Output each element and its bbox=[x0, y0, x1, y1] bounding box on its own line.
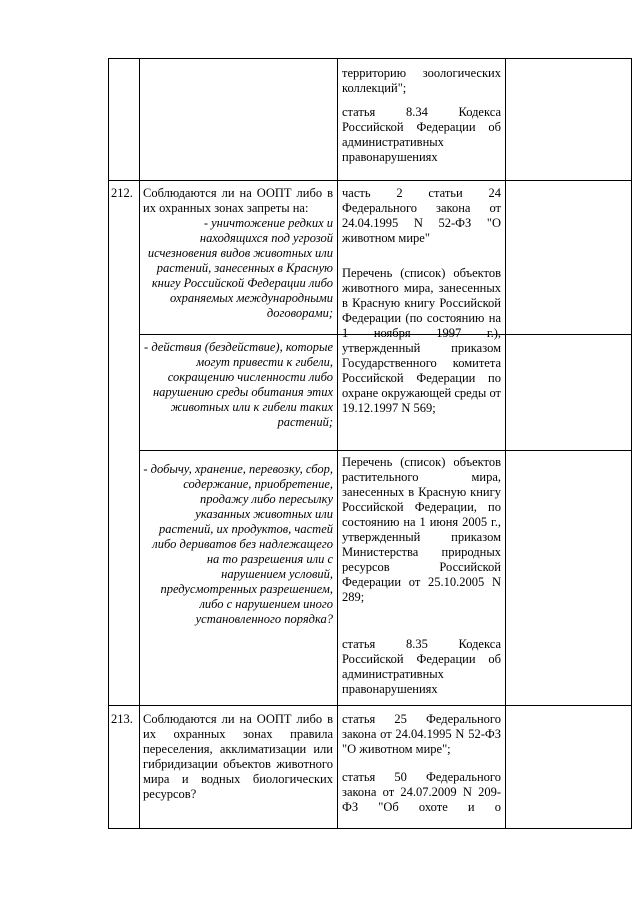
table-border-top bbox=[108, 58, 631, 59]
question-intro: Соблюдаются ли на ООПТ либо в их охранных зонах запреты на: bbox=[143, 186, 333, 215]
law-reference: часть 2 статьи 24 Федерального закона от 24.04.1995 N 52-ФЗ "О животном мире" bbox=[342, 186, 501, 245]
question-item: - действия (бездействие), которые могут привести к гибели, сокращению численности либо нарушению среды обитания этих животных или к гибели таких растений; bbox=[144, 340, 333, 429]
law-reference: статья 25 Федерального закона от 24.04.1995 N 52-ФЗ "О животном мире"; bbox=[342, 712, 501, 756]
row-number: 212. bbox=[111, 186, 133, 200]
row-divider-213 bbox=[108, 705, 631, 706]
law-reference: статья 50 Федерального закона от 24.07.2009 N 209-ФЗ "Об охоте и о bbox=[342, 770, 501, 814]
subrow-divider-2 bbox=[139, 450, 631, 451]
law-text: территорию зоологических коллекций"; bbox=[342, 66, 501, 95]
question-item: - уничтожение редких и находящихся под угрозой исчезновения видов животных или растений, занесенных в Красную книгу Российской Федерации либо охраняемых международными договорами; bbox=[147, 216, 333, 320]
column-divider-1 bbox=[139, 58, 140, 829]
question-item: - добычу, хранение, перевозку, сбор, содержание, приобретение, продажу либо пересылку указанных животных или растений, их продуктов, частей либо дериватов без надлежащего на то разрешения или с нарушением условий, предусмотренных разрешением, либо с нарушением иного установленного порядка? bbox=[143, 462, 333, 626]
column-divider-2 bbox=[337, 58, 338, 829]
law-reference: Перечень (список) объектов животного мира, занесенных в Красную книгу Российской Федерации (по состоянию на 1 ноября 1997 г.), утвержденный приказом Государственного комитета Российской Федерации по охране окружающей среды от 19.12.1997 N 569; bbox=[342, 266, 501, 415]
table-border-left bbox=[108, 58, 109, 829]
row-divider-212 bbox=[108, 180, 631, 181]
table-border-bottom bbox=[108, 828, 631, 829]
law-reference: Перечень (список) объектов растительного мира, занесенных в Красную книгу Российской Федерации, по состоянию на 1 июня 2005 г., утвержденный приказом Министерства природных ресурсов Российской Федерации от 25.10.2005 N 289; bbox=[342, 455, 501, 604]
table-border-right bbox=[631, 58, 632, 829]
law-reference: статья 8.35 Кодекса Российской Федерации об административных правонарушениях bbox=[342, 637, 501, 696]
question-text: Соблюдаются ли на ООПТ либо в их охранных зонах правила переселения, акклиматизации или гибридизации объектов животного мира и водных биологических ресурсов? bbox=[143, 712, 333, 801]
law-text: статья 8.34 Кодекса Российской Федерации об административных правонарушениях bbox=[342, 105, 501, 164]
column-divider-3 bbox=[505, 58, 506, 829]
row-number: 213. bbox=[111, 712, 133, 726]
top-row-law-cell bbox=[342, 66, 501, 165]
